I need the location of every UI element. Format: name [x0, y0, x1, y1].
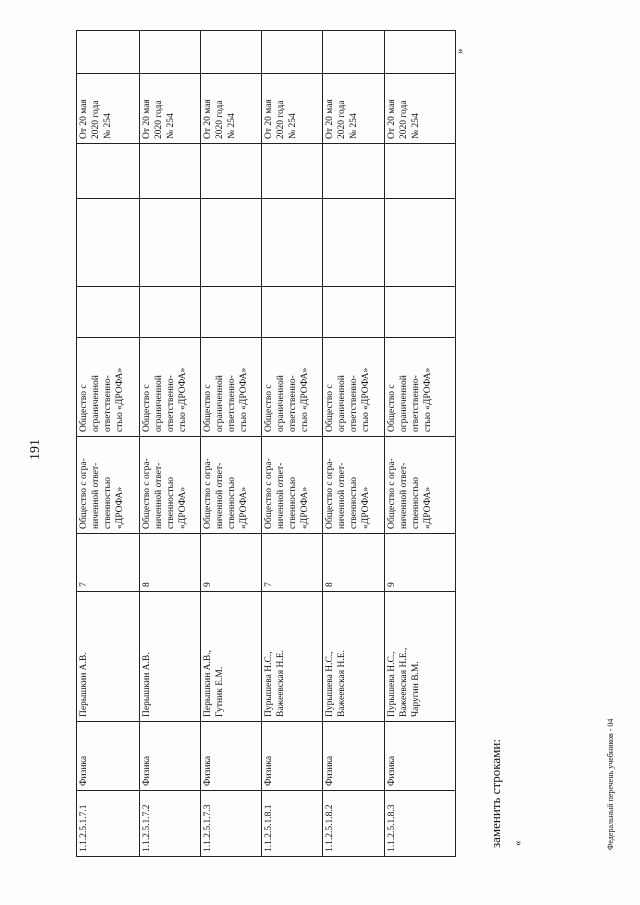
cell-date-line: От 20 мая [325, 99, 335, 139]
cell-date-line: № 254 [166, 113, 176, 139]
cell-publisher-line: ниченной ответ- [276, 462, 286, 529]
cell-date-line: № 254 [411, 113, 421, 139]
cell-publisher-line: «ДРОФА» [239, 486, 249, 529]
cell-subject-line: Физика [142, 755, 152, 786]
cell-publisher-line: Общество с огра- [142, 458, 152, 529]
cell-legal-name-line: ограниченной [91, 375, 101, 432]
cell-date-line: № 254 [103, 113, 113, 139]
cell-legal-name-line: Общество с [387, 384, 397, 432]
cell-code-line: 1.1.2.5.1.7.3 [203, 804, 213, 852]
cell-authors-line: Чаругин В.М. [411, 661, 421, 717]
row-divider [200, 30, 201, 856]
table-border-right [76, 30, 456, 31]
cell-date-line: От 20 мая [203, 99, 213, 139]
cell-authors-line: Пурышева Н.С., [387, 651, 397, 717]
cell-publisher-line: ственностью [166, 477, 176, 529]
cell-legal-name-line: ограниченной [276, 375, 286, 432]
cell-authors-line: Перышкин А.В. [79, 652, 89, 717]
cell-legal-name-line: стью «ДРОФА» [178, 367, 188, 432]
cell-legal-name-line: Общество с [79, 384, 89, 432]
cell-publisher-line: ниченной ответ- [154, 462, 164, 529]
cell-date-line: 2020 года [399, 100, 409, 139]
column-divider [76, 591, 456, 592]
cell-date-line: 2020 года [91, 100, 101, 139]
cell-legal-name-line: ответственно- [227, 375, 237, 432]
cell-date-line: № 254 [227, 113, 237, 139]
cell-publisher-line: ственностью [411, 477, 421, 529]
cell-grade-line: 7 [264, 582, 274, 587]
cell-legal-name-line: ответственно- [288, 375, 298, 432]
cell-publisher-line: «ДРОФА» [361, 486, 371, 529]
row-divider [261, 30, 262, 856]
cell-date-line: От 20 мая [79, 99, 89, 139]
cell-publisher-line: «ДРОФА» [300, 486, 310, 529]
cell-publisher-line: Общество с огра- [203, 458, 213, 529]
cell-grade-line: 8 [325, 582, 335, 587]
cell-date-line: От 20 мая [387, 99, 397, 139]
row-divider [384, 30, 385, 856]
cell-publisher-line: Общество с огра- [79, 458, 89, 529]
column-divider [76, 73, 456, 74]
cell-publisher-line: ниченной ответ- [337, 462, 347, 529]
cell-date-line: От 20 мая [264, 99, 274, 139]
cell-subject-line: Физика [264, 755, 274, 786]
cell-publisher-line: ниченной ответ- [215, 462, 225, 529]
cell-publisher-line: ственностью [288, 477, 298, 529]
cell-legal-name-line: Общество с [264, 384, 274, 432]
cell-authors-line: Важеевская Н.Е., [399, 647, 409, 717]
cell-date-line: 2020 года [276, 100, 286, 139]
cell-legal-name-line: ограниченной [337, 375, 347, 432]
cell-legal-name-line: ограниченной [154, 375, 164, 432]
cell-date-line: 2020 года [154, 100, 164, 139]
cell-publisher-line: Общество с огра- [325, 458, 335, 529]
cell-date-line: 2020 года [215, 100, 225, 139]
cell-legal-name-line: ответственно- [166, 375, 176, 432]
cell-legal-name-line: Общество с [203, 384, 213, 432]
cell-code-line: 1.1.2.5.1.8.2 [325, 804, 335, 852]
cell-legal-name-line: ограниченной [215, 375, 225, 432]
cell-legal-name-line: стью «ДРОФА» [361, 367, 371, 432]
cell-publisher-line: «ДРОФА» [115, 486, 125, 529]
cell-authors-line: Гутник Е.М. [215, 666, 225, 717]
column-divider [76, 790, 456, 791]
cell-publisher-line: ниченной ответ- [91, 462, 101, 529]
cell-legal-name-line: стью «ДРОФА» [300, 367, 310, 432]
cell-publisher-line: ственностью [349, 477, 359, 529]
cell-publisher-line: ственностью [227, 477, 237, 529]
cell-publisher-line: Общество с огра- [387, 458, 397, 529]
cell-publisher-line: ственностью [103, 477, 113, 529]
cell-legal-name-line: ответственно- [411, 375, 421, 432]
column-divider [76, 436, 456, 437]
cell-subject-line: Физика [203, 755, 213, 786]
row-divider [322, 30, 323, 856]
column-divider [76, 198, 456, 199]
cell-authors-line: Важеевская Н.Е. [337, 650, 347, 717]
cell-legal-name-line: стью «ДРОФА» [239, 367, 249, 432]
cell-date-line: № 254 [288, 113, 298, 139]
cell-grade-line: 9 [203, 582, 213, 587]
cell-authors-line: Пурышева Н.С., [264, 651, 274, 717]
cell-publisher-line: Общество с огра- [264, 458, 274, 529]
cell-date-line: 2020 года [337, 100, 347, 139]
cell-legal-name-line: стью «ДРОФА» [423, 367, 433, 432]
cell-publisher-line: «ДРОФА» [423, 486, 433, 529]
cell-subject-line: Физика [79, 755, 89, 786]
row-divider [76, 30, 77, 856]
column-divider [76, 337, 456, 338]
cell-legal-name-line: Общество с [142, 384, 152, 432]
cell-code-line: 1.1.2.5.1.7.2 [142, 804, 152, 852]
row-divider [455, 30, 456, 856]
cell-subject-line: Физика [387, 755, 397, 786]
cell-authors-line: Пурышева Н.С., [325, 651, 335, 717]
cell-grade-line: 8 [142, 582, 152, 587]
cell-subject-line: Физика [325, 755, 335, 786]
cell-legal-name-line: ответственно- [349, 375, 359, 432]
cell-legal-name-line: стью «ДРОФА» [115, 367, 125, 432]
cell-authors-line: Перышкин А.В., [203, 649, 213, 717]
cell-grade-line: 9 [387, 582, 397, 587]
cell-authors-line: Перышкин А.В. [142, 652, 152, 717]
cell-code-line: 1.1.2.5.1.7.1 [79, 804, 89, 852]
cell-publisher-line: «ДРОФА» [178, 486, 188, 529]
cell-code-line: 1.1.2.5.1.8.3 [387, 804, 397, 852]
cell-legal-name-line: ограниченной [399, 375, 409, 432]
column-divider [76, 143, 456, 144]
cell-legal-name-line: Общество с [325, 384, 335, 432]
column-divider [76, 721, 456, 722]
cell-code-line: 1.1.2.5.1.8.1 [264, 804, 274, 852]
cell-grade-line: 7 [79, 582, 89, 587]
row-divider [139, 30, 140, 856]
column-divider [76, 286, 456, 287]
cell-date-line: От 20 мая [142, 99, 152, 139]
table-border-left [76, 856, 456, 857]
column-divider [76, 533, 456, 534]
cell-publisher-line: ниченной ответ- [399, 462, 409, 529]
page-number: 191 [28, 439, 43, 460]
cell-date-line: № 254 [349, 113, 359, 139]
cell-legal-name-line: ответственно- [103, 375, 113, 432]
cell-authors-line: Важеевская Н.Е. [276, 650, 286, 717]
